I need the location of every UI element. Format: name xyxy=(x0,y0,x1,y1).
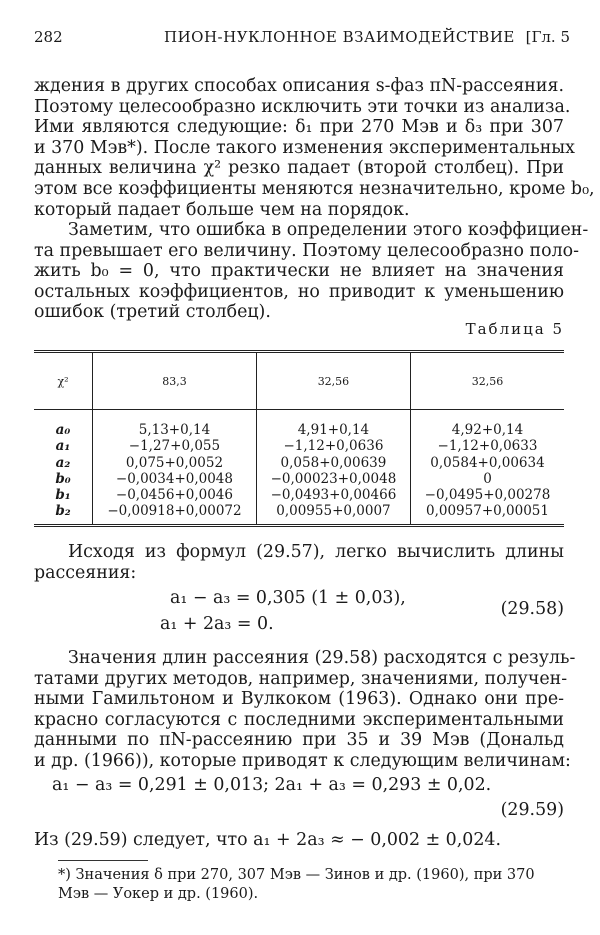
row-label: a₁ xyxy=(34,438,93,454)
table-row xyxy=(34,455,564,471)
table-cell: 0,058+0,00639 xyxy=(256,455,410,471)
text-line: данных величина χ² резко падает (второй столбец). При xyxy=(34,158,564,179)
table-cell: −0,0495+0,00278 xyxy=(424,487,551,504)
row-label: a₀ xyxy=(34,410,93,439)
table-cell: 4,91+0,14 xyxy=(256,410,410,439)
header-col-3: 32,56 xyxy=(410,352,564,410)
table-row xyxy=(34,487,564,503)
footnote-line: Мэв — Уокер и др. (1960). xyxy=(58,886,259,902)
header-col-2: 32,56 xyxy=(256,352,410,410)
text-line: ошибок (третий столбец). xyxy=(34,302,271,323)
table-row xyxy=(34,503,564,525)
table-row xyxy=(34,438,564,454)
table-row xyxy=(34,471,564,487)
table-cell: −0,0456+0,0046 xyxy=(93,487,257,503)
text-line: Исходя из формул (29.57), легко вычислить длины xyxy=(68,542,564,562)
equation-29-58-line-2: a₁ + 2a₃ = 0. xyxy=(160,614,274,634)
coefficients-table xyxy=(34,350,564,527)
text-line: ными Гамильтоном и Вулкоком (1963). Однако они пре- xyxy=(34,689,564,710)
text-line: Поэтому целесообразно исключить эти точки из анализа. xyxy=(34,96,571,117)
page-header xyxy=(34,28,570,50)
row-label: a₂ xyxy=(34,455,93,471)
text-line: Ими являются следующие: δ₁ при 270 Мэв и δ₃ при 307 xyxy=(34,117,564,138)
row-label: b₂ xyxy=(34,503,93,525)
paragraph-3 xyxy=(34,542,564,583)
table-cell: 0 xyxy=(483,470,492,487)
text-line: татами других методов, например, значениями, получен- xyxy=(34,668,568,689)
table-cell: −0,0493+0,00466 xyxy=(256,487,410,503)
equation-number-29-58: (29.58) xyxy=(500,599,564,619)
equation-number-29-59: (29.59) xyxy=(500,800,564,820)
text-line: данными по πN-рассеянию при 35 и 39 Мэв (Дональд xyxy=(34,730,564,751)
table-cell: −1,12+0,0636 xyxy=(256,438,410,454)
text-line: рассеяния: xyxy=(34,562,137,583)
chapter-label: [Гл. 5 xyxy=(525,28,570,46)
footnote-divider xyxy=(58,860,148,861)
page-number: 282 xyxy=(34,28,63,46)
footnote-line: *) Значения δ при 270, 307 Мэв — Зинов и др. (1960), при 370 xyxy=(58,867,535,883)
table-cell: −0,00918+0,00072 xyxy=(93,503,257,525)
text-line: этом все коэффициенты меняются незначительно, кроме b₀, xyxy=(34,178,595,199)
text-line: и 370 Мэв*). После такого изменения экспериментальных xyxy=(34,137,575,158)
paragraph-1 xyxy=(34,76,595,220)
table-cell: 0,0584+0,00634 xyxy=(430,454,545,471)
table-cell: 4,92+0,14 xyxy=(451,422,524,438)
table-cell: 0,075+0,0052 xyxy=(93,455,257,471)
table-header-row xyxy=(34,352,564,410)
text-line: Заметим, что ошибка в определении этого коэффициен- xyxy=(68,220,589,240)
text-line: Значения длин рассеяния (29.58) расходятся с резуль- xyxy=(68,648,576,668)
text-line: ждения в других способах описания s-фаз πN-рассеяния. xyxy=(34,76,564,96)
row-label: b₀ xyxy=(34,471,93,487)
equation-29-58-line-1: a₁ − a₃ = 0,305 (1 ± 0,03), xyxy=(170,588,406,608)
header-col-1: 83,3 xyxy=(93,352,257,410)
text-line: жить b₀ = 0, что практически не влияет на значения xyxy=(34,261,564,282)
conclusion-line: Из (29.59) следует, что a₁ + 2a₃ ≈ − 0,002 ± 0,024. xyxy=(34,830,501,850)
table-cell: −0,0034+0,0048 xyxy=(93,471,257,487)
text-line: та превышает его величину. Поэтому целесообразно поло- xyxy=(34,240,579,261)
text-line: остальных коэффициентов, но приводит к уменьшению xyxy=(34,281,564,302)
header-chi2: χ² xyxy=(34,352,93,410)
table-cell: −1,12+0,0633 xyxy=(437,438,538,455)
table-caption: Таблица 5 xyxy=(465,320,564,338)
footnote xyxy=(58,866,564,904)
paragraph-2 xyxy=(34,220,589,323)
table-cell: 5,13+0,14 xyxy=(93,410,257,439)
table-cell: −0,00023+0,0048 xyxy=(256,471,410,487)
paragraph-4 xyxy=(34,648,576,772)
text-line: который падает больше чем на порядок. xyxy=(34,199,410,220)
table-row xyxy=(34,410,564,439)
table-cell: 0,00955+0,0007 xyxy=(256,503,410,525)
text-line: и др. (1966)), которые приводят к следующим величинам: xyxy=(34,750,571,771)
table-cell: 0,00957+0,00051 xyxy=(426,503,549,520)
running-title: ПИОН-НУКЛОННОЕ ВЗАИМОДЕЙСТВИЕ xyxy=(164,28,515,46)
row-label: b₁ xyxy=(34,487,93,503)
table-cell: −1,27+0,055 xyxy=(93,438,257,454)
text-line: красно согласуются с последними экспериментальными xyxy=(34,709,564,730)
equation-29-59: a₁ − a₃ = 0,291 ± 0,013; 2a₁ + a₃ = 0,293 ± 0,02. xyxy=(52,775,492,795)
